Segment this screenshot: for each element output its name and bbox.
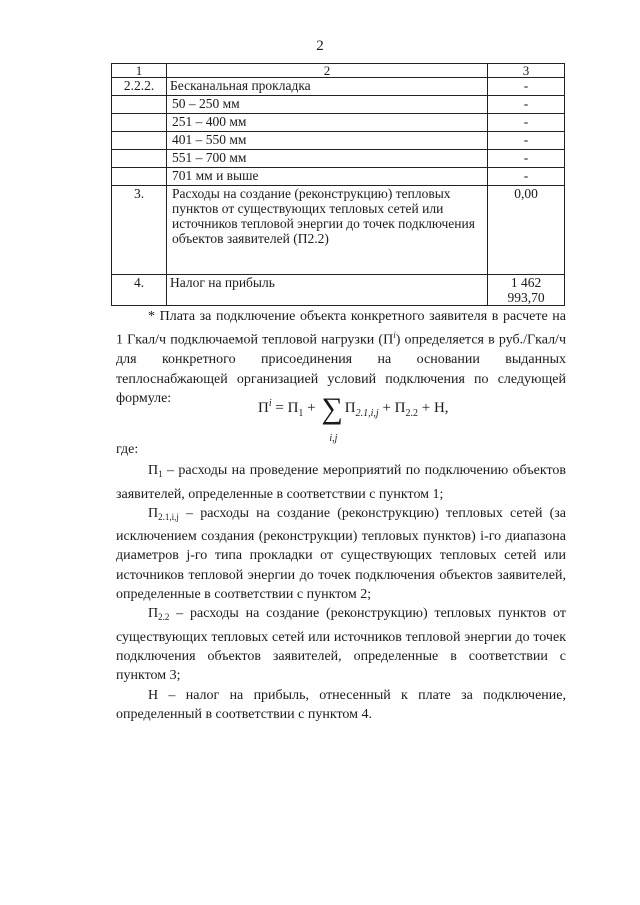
def-symbol: П [148,505,159,521]
sum-subscript: i,j [329,433,338,444]
def-symbol: Н [148,687,159,703]
footnote-text: * Плата за подключение объекта конкретного заявителя в расчете на 1 Гкал/ч подключаемой тепловой нагрузки (П [116,309,566,348]
table-row [112,186,565,275]
table-row [112,96,565,114]
row-number [112,150,167,168]
definitions-block [116,440,566,724]
row-description: 50 – 250 мм [167,96,488,114]
row-number [112,96,167,114]
formula-plus1: + [303,400,320,416]
table-row [112,132,565,150]
formula-t3-sub: 2.2 [405,408,418,419]
formula-tail: + Н, [417,400,449,416]
row-description: 551 – 700 мм [167,150,488,168]
footnote-superscript: i [393,330,396,341]
row-description: Налог на прибыль [167,275,488,306]
def-text: – налог на прибыль, отнесенный к плате за подключение, определенный в соответствии с пунктом 4. [116,687,566,722]
header-col-1: 1 [112,64,167,78]
sum-glyph: ∑ [321,392,343,425]
table-row [112,78,565,96]
row-description: Бесканальная прокладка [167,78,488,96]
header-col-3: 3 [488,64,565,78]
definition-p1 [116,461,566,504]
row-description: 701 мм и выше [167,168,488,186]
row-value: - [488,96,565,114]
formula-plus2: + П [378,400,406,416]
formula-lhs-sup: i [268,398,272,409]
table-header-row [112,64,565,78]
row-value: - [488,114,565,132]
formula-t1-sub: 1 [298,408,304,419]
row-value: 0,00 [488,186,565,275]
formula-t2-sub: 2.1,i,j [355,408,379,419]
def-subscript: 1 [158,469,163,480]
row-value: 1 462 993,70 [488,275,565,306]
def-subscript: 2.2 [158,612,170,623]
row-number [112,132,167,150]
formula-lhs: П [258,400,269,416]
row-number: 3. [112,186,167,275]
where-label: где: [116,442,139,457]
row-number [112,114,167,132]
def-text: – расходы на создание (реконструкцию) тепловых сетей (за исключением создания (реконструкции) тепловых пунктов) i-го диапазона диаметров j-го типа прокладки от существующих тепловых сетей или источников тепловой энергии до точек подключения объектов заявителей, определенные в соответствии с пунктом 2; [116,505,566,603]
row-description: 401 – 550 мм [167,132,488,150]
footnote-text-end: ) определяется в руб./Гкал/ч для конкретного присоединения на основании выданных теплоснабжающей организацией условий подключения по следующей формуле: [116,332,566,406]
sum-symbol [321,392,343,444]
row-value: - [488,132,565,150]
row-description: Расходы на создание (реконструкцию) тепловых пунктов от существующих тепловых сетей или источников тепловой энергии до точек подключения объектов заявителей (П2.2) [167,186,488,275]
def-text: – расходы на создание (реконструкцию) тепловых пунктов от существующих тепловых сетей или источников тепловой энергии до точек подключения объектов заявителей, определенные в соответствии с пунктом 3; [116,606,566,684]
row-value: - [488,150,565,168]
definition-p22 [116,604,566,685]
formula-eq: = П [271,400,299,416]
def-symbol: П [148,463,159,479]
row-value: - [488,78,565,96]
definition-tax [116,686,566,725]
row-number: 2.2.2. [112,78,167,96]
table-row [112,114,565,132]
row-value: - [488,168,565,186]
row-number: 4. [112,275,167,306]
def-text: – расходы на проведение мероприятий по подключению объектов заявителей, определенные в соответствии с пунктом 1; [116,463,566,502]
definition-p21 [116,504,566,604]
formula [258,392,449,444]
def-symbol: П [148,606,159,622]
formula-t2: П [344,400,356,416]
cost-table [111,63,565,306]
row-description: 251 – 400 мм [167,114,488,132]
table-row [112,150,565,168]
header-col-2: 2 [167,64,488,78]
def-subscript: 2.1,i,j [158,511,179,522]
page-number: 2 [316,38,324,54]
row-number [112,168,167,186]
table-row [112,168,565,186]
table-row [112,275,565,306]
